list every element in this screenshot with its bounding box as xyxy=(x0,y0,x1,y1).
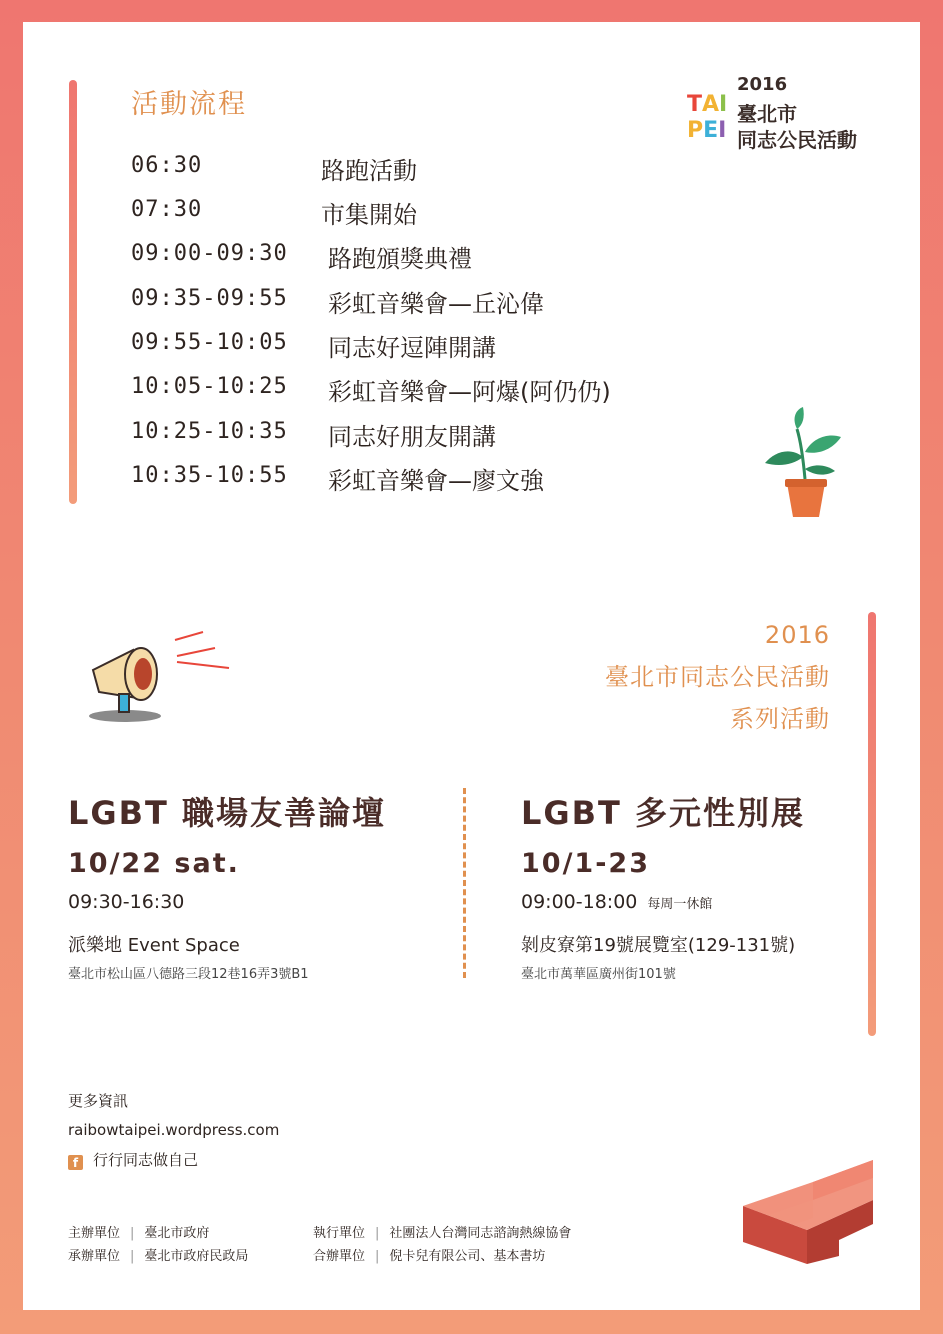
logo-letter: I xyxy=(719,92,728,117)
credit-org: 臺北市政府民政局 xyxy=(144,1249,249,1264)
schedule-time: 09:00-09:30 xyxy=(131,241,288,266)
logo-letter: A xyxy=(702,92,720,117)
taipei-logo xyxy=(687,74,887,154)
more-info xyxy=(68,1090,279,1180)
logo-year: 2016 xyxy=(737,74,788,95)
event-time xyxy=(521,891,805,913)
credit-org: 社團法人台灣同志諮詢熱線協會 xyxy=(389,1226,572,1241)
3d-corner-shape-icon xyxy=(741,1160,877,1272)
credit-row: 合辦單位 | 倪卡兒有限公司、基本書坊 xyxy=(313,1249,546,1264)
schedule-activity: 路跑頒獎典禮 xyxy=(328,245,472,273)
megaphone-icon xyxy=(85,622,235,727)
event-exhibition xyxy=(521,788,805,982)
event-title: LGBT 多元性別展 xyxy=(521,794,806,832)
taipei-logo-mark xyxy=(687,92,737,144)
logo-line1: 臺北市 xyxy=(737,102,797,126)
credit-role: 合辦單位 xyxy=(313,1249,366,1264)
info-facebook[interactable] xyxy=(68,1149,279,1170)
info-website[interactable]: raibowtaipei.wordpress.com xyxy=(68,1121,280,1139)
event-venue: 剝皮寮第19號展覽室(129-131號) xyxy=(521,935,796,956)
schedule-activity: 彩虹音樂會—廖文強 xyxy=(328,467,544,495)
event-time-value: 09:00-18:00 xyxy=(521,891,638,913)
logo-letter: I xyxy=(718,118,727,143)
credit-row: 執行單位 | 社團法人台灣同志諮詢熱線協會 xyxy=(313,1226,572,1241)
event-date: 10/1-23 xyxy=(521,848,651,879)
schedule-time: 06:30 xyxy=(131,153,203,178)
series-line2: 系列活動 xyxy=(730,705,830,733)
credit-row: 承辦單位 | 臺北市政府民政局 xyxy=(68,1249,249,1264)
credit-row: 主辦單位 | 臺北市政府 xyxy=(68,1226,210,1241)
event-time xyxy=(68,891,386,913)
facebook-icon: f xyxy=(68,1155,83,1170)
series-line1: 臺北市同志公民活動 xyxy=(605,663,830,691)
series-year: 2016 xyxy=(764,621,830,649)
schedule-activity: 路跑活動 xyxy=(321,157,417,185)
credit-role: 主辦單位 xyxy=(68,1226,121,1241)
credits-left xyxy=(68,1222,248,1268)
event-title: LGBT 職場友善論壇 xyxy=(68,794,387,832)
credits-right xyxy=(313,1222,571,1268)
event-date: 10/22 sat. xyxy=(68,848,240,879)
schedule-activity: 市集開始 xyxy=(321,201,417,229)
event-note: 每周一休館 xyxy=(647,897,713,912)
schedule-time: 09:55-10:05 xyxy=(131,330,288,355)
credit-org: 臺北市政府 xyxy=(144,1226,210,1241)
logo-line2: 同志公民活動 xyxy=(737,128,857,152)
schedule-time: 07:30 xyxy=(131,197,203,222)
logo-letter: P xyxy=(687,118,704,143)
event-time-value: 09:30-16:30 xyxy=(68,891,185,913)
schedule-time: 10:25-10:35 xyxy=(131,419,288,444)
event-venue: 派樂地 Event Space xyxy=(68,935,240,956)
schedule-activity: 彩虹音樂會—阿爆(阿仍仍) xyxy=(328,378,611,406)
series-heading xyxy=(605,614,830,740)
poster-sheet xyxy=(23,22,920,1310)
facebook-label: 行行同志做自己 xyxy=(93,1151,199,1169)
schedule-activity: 彩虹音樂會—丘沁偉 xyxy=(328,290,544,318)
event-forum xyxy=(68,788,386,982)
schedule-time: 09:35-09:55 xyxy=(131,286,288,311)
schedule-title: 活動流程 xyxy=(131,89,247,120)
right-accent-bar xyxy=(868,612,876,1036)
event-divider xyxy=(463,788,466,978)
credit-role: 執行單位 xyxy=(313,1226,366,1241)
info-heading: 更多資訊 xyxy=(68,1092,129,1110)
event-address: 臺北市萬華區廣州街101號 xyxy=(521,967,676,982)
schedule-activity: 同志好朋友開講 xyxy=(328,423,496,451)
logo-letter: E xyxy=(703,118,719,143)
event-address: 臺北市松山區八德路三段12巷16弄3號B1 xyxy=(68,967,309,982)
schedule-time: 10:35-10:55 xyxy=(131,463,288,488)
schedule-time: 10:05-10:25 xyxy=(131,374,288,399)
left-accent-bar xyxy=(69,80,77,504)
plant-pot-icon xyxy=(761,407,851,519)
schedule-activity: 同志好逗陣開講 xyxy=(328,334,496,362)
credit-role: 承辦單位 xyxy=(68,1249,121,1264)
logo-letter: T xyxy=(687,92,703,117)
credit-org: 倪卡兒有限公司、基本書坊 xyxy=(389,1249,546,1264)
